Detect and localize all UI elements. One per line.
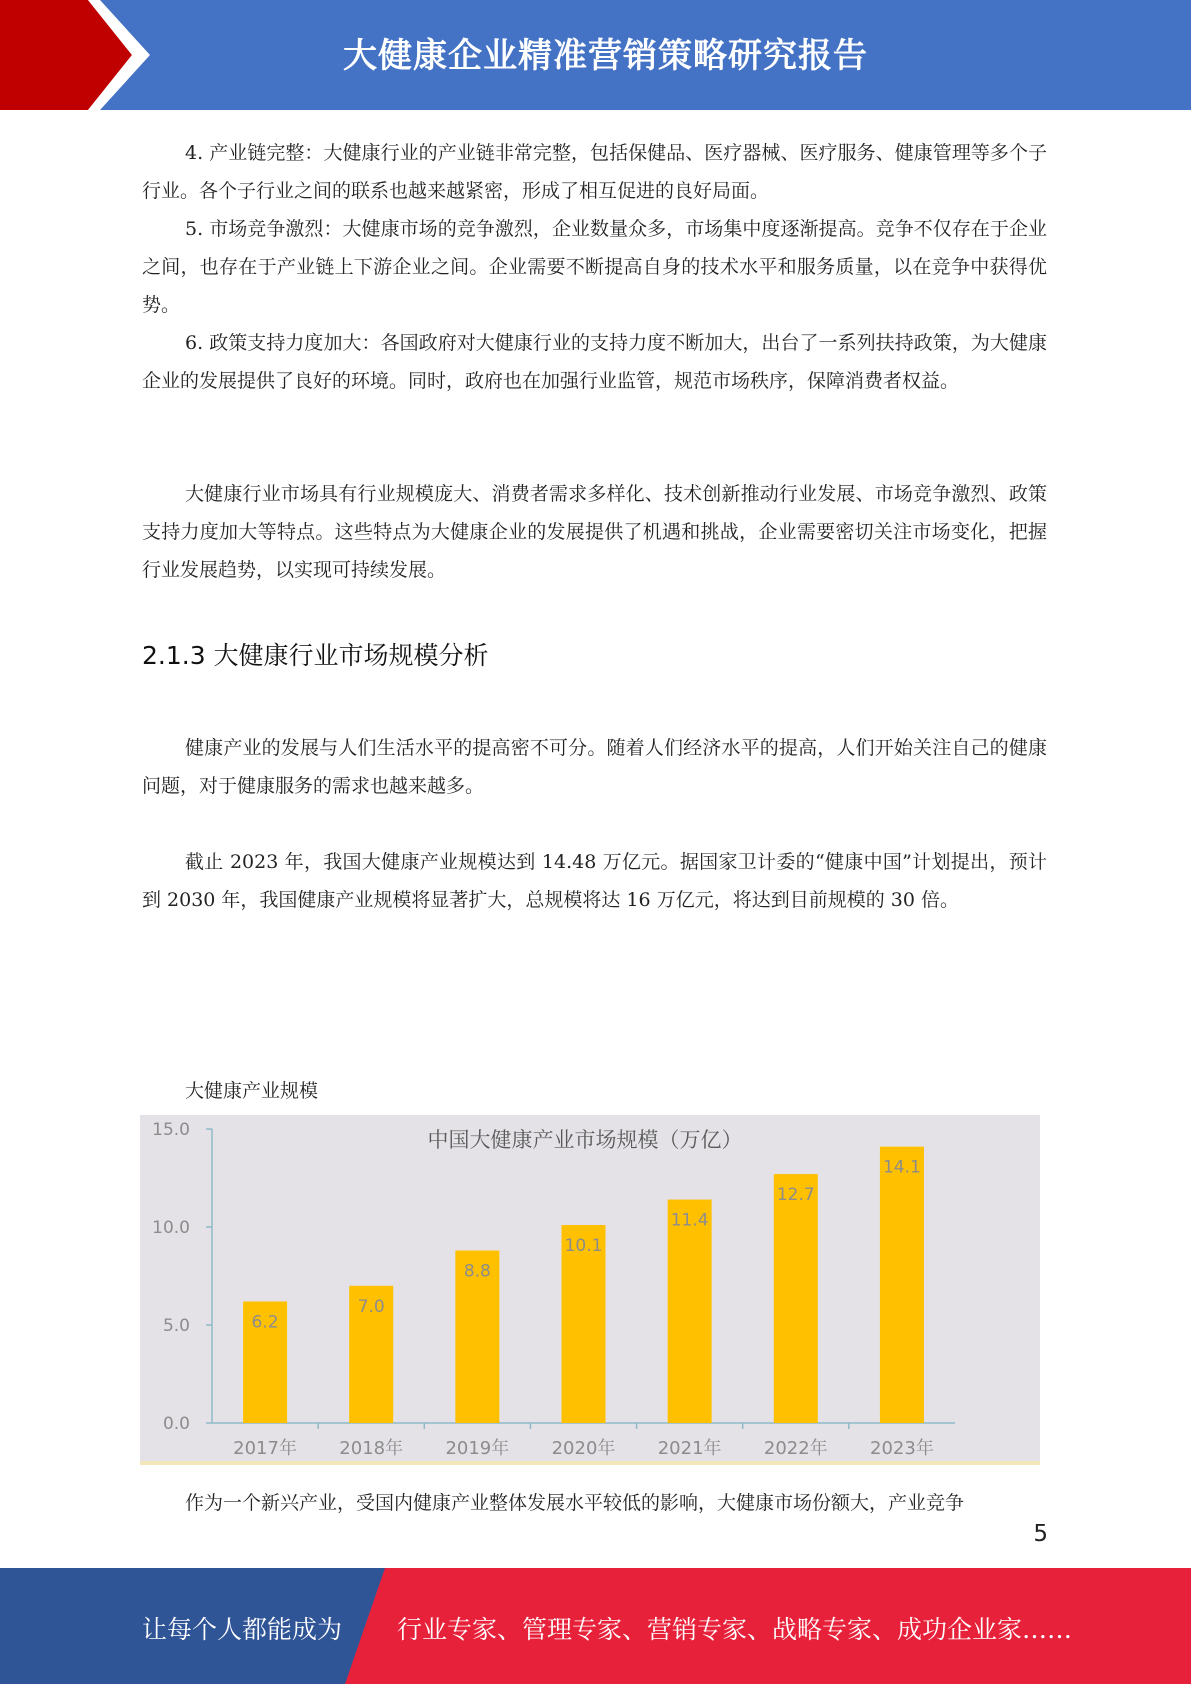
section-paragraph-2: 截止 2023 年，我国大健康产业规模达到 14.48 万亿元。据国家卫计委的“健康中国”计划提出，预计到 2030 年，我国健康产业规模将显著扩大，总规模将达 16 万亿元，将达到目前规模的 30 倍。 <box>142 851 1047 911</box>
bar <box>668 1200 712 1423</box>
paragraph-point-5: 5. 市场竞争激烈：大健康市场的竞争激烈，企业数量众多，市场集中度逐渐提高。竞争不仅存在于企业之间，也存在于产业链上下游企业之间。企业需要不断提高自身的技术水平和服务质量，以在竞争中获得优势。 <box>142 218 1047 316</box>
paragraph-point-6: 6. 政策支持力度加大：各国政府对大健康行业的支持力度不断加大，出台了一系列扶持政策，为大健康企业的发展提供了良好的环境。同时，政府也在加强行业监管，规范市场秩序，保障消费者权益。 <box>142 332 1047 392</box>
bar-data-label: 7.0 <box>357 1296 385 1317</box>
chart-caption: 大健康产业规模 <box>185 1080 319 1102</box>
bar-data-label: 11.4 <box>670 1210 709 1231</box>
section-heading: 2.1.3 大健康行业市场规模分析 <box>142 641 489 670</box>
bar-chart-svg <box>140 1115 1040 1465</box>
document-title: 大健康企业精准营销策略研究报告 <box>343 36 868 76</box>
footer-slogan-left: 让每个人都能成为 <box>142 1615 343 1644</box>
y-tick-label: 10.0 <box>152 1218 190 1238</box>
page-footer <box>0 1568 1191 1684</box>
summary-paragraph: 大健康行业市场具有行业规模庞大、消费者需求多样化、技术创新推动行业发展、市场竞争激烈、政策支持力度加大等特点。这些特点为大健康企业的发展提供了机遇和挑战，企业需要密切关注市场变化，把握行业发展趋势，以实现可持续发展。 <box>142 483 1047 581</box>
bar-data-label: 8.8 <box>463 1261 491 1282</box>
x-tick-label: 2022年 <box>763 1438 828 1459</box>
footer-slogan-right: 行业专家、管理专家、营销专家、战略专家、成功企业家…… <box>397 1615 1073 1644</box>
x-tick-label: 2020年 <box>551 1438 616 1459</box>
page-header <box>0 0 1191 110</box>
bar-chart <box>140 1115 1040 1465</box>
bar-data-label: 14.1 <box>882 1157 921 1178</box>
y-tick-label: 0.0 <box>162 1414 190 1434</box>
x-tick-label: 2018年 <box>339 1438 404 1459</box>
bar <box>774 1174 818 1423</box>
y-tick-label: 5.0 <box>162 1316 190 1336</box>
bar <box>880 1147 924 1423</box>
chart-title: 中国大健康产业市场规模（万亿） <box>427 1128 743 1152</box>
chart-bottom-strip <box>140 1461 1040 1465</box>
bottom-paragraph: 作为一个新兴产业，受国内健康产业整体发展水平较低的影响，大健康市场份额大，产业竞争 <box>185 1492 965 1514</box>
summary-block <box>142 475 1047 589</box>
list-paragraphs <box>142 134 1047 400</box>
bar-data-label: 10.1 <box>564 1236 603 1257</box>
section-intro-block <box>142 729 1047 805</box>
section-data-block <box>142 843 1047 919</box>
paragraph-point-4: 4. 产业链完整：大健康行业的产业链非常完整，包括保健品、医疗器械、医疗服务、健康管理等多个子行业。各个子行业之间的联系也越来越紧密，形成了相互促进的良好局面。 <box>142 142 1047 202</box>
x-tick-label: 2023年 <box>870 1438 934 1459</box>
bar-data-label: 12.7 <box>776 1185 815 1206</box>
x-tick-label: 2021年 <box>657 1438 722 1459</box>
x-tick-label: 2019年 <box>445 1438 510 1459</box>
y-tick-label: 15.0 <box>152 1120 190 1140</box>
x-tick-label: 2017年 <box>233 1438 297 1459</box>
section-paragraph-1: 健康产业的发展与人们生活水平的提高密不可分。随着人们经济水平的提高，人们开始关注自己的健康问题，对于健康服务的需求也越来越多。 <box>142 737 1047 797</box>
bar-data-label: 6.2 <box>251 1312 279 1333</box>
bottom-block <box>142 1484 1047 1522</box>
page-number: 5 <box>1033 1521 1048 1547</box>
